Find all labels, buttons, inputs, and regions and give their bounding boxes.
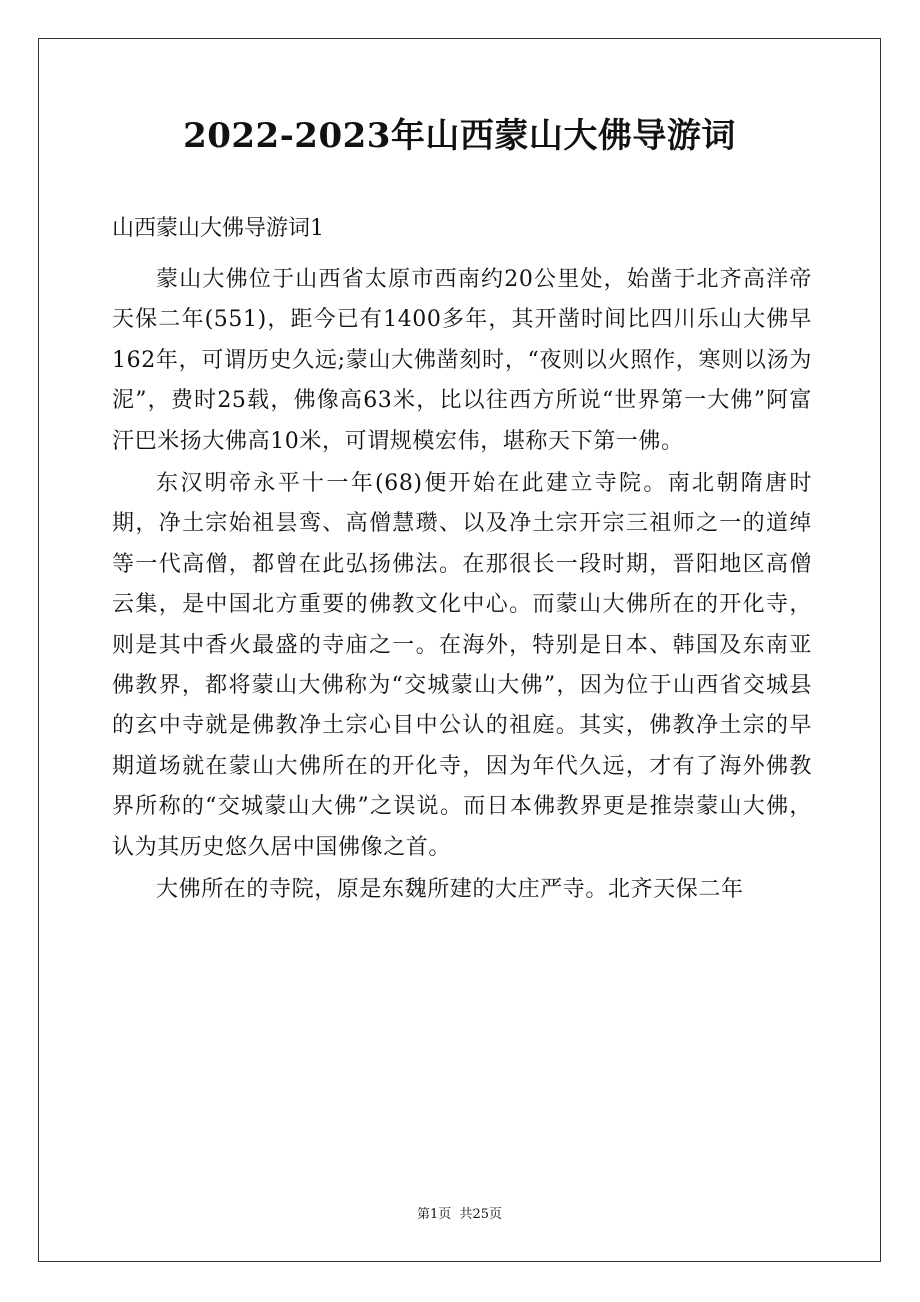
paragraph: 蒙山大佛位于山西省太原市西南约20公里处，始凿于北齐高洋帝天保二年(551)，距今已有1400多年，其开凿时间比四川乐山大佛早162年，可谓历史久远;蒙山大佛凿刻时，“夜则以火照作，寒则以汤为泥”，费时25载，佛像高63米，比以往西方所说“世界第一大佛”阿富汗巴米扬大佛高10米，可谓规模宏伟，堪称天下第一佛。	[112, 267, 812, 454]
paragraph: 大佛所在的寺院，原是东魏所建的大庄严寺。北齐天保二年	[156, 877, 744, 903]
page-footer	[38, 1206, 881, 1224]
page-total: 共25页	[459, 1207, 502, 1222]
document-body	[112, 260, 812, 913]
page-number: 第1页	[417, 1207, 452, 1222]
document-title: 2022-2023年山西蒙山大佛导游词	[183, 116, 736, 156]
paragraph: 东汉明帝永平十一年(68)便开始在此建立寺院。南北朝隋唐时期，净土宗始祖昙鸾、高僧慧瓒、以及净土宗开宗三祖师之一的道绰等一代高僧，都曾在此弘扬佛法。在那很长一段时期，晋阳地区高僧云集，是中国北方重要的佛教文化中心。而蒙山大佛所在的开化寺，则是其中香火最盛的寺庙之一。在海外，特别是日本、韩国及东南亚佛教界，都将蒙山大佛称为“交城蒙山大佛”，因为位于山西省交城县的玄中寺就是佛教净土宗心目中公认的祖庭。其实，佛教净土宗的早期道场就在蒙山大佛所在的开化寺，因为年代久远，才有了海外佛教界所称的“交城蒙山大佛”之误说。而日本佛教界更是推崇蒙山大佛，认为其历史悠久居中国佛像之首。	[112, 471, 812, 860]
section-heading: 山西蒙山大佛导游词1	[112, 216, 324, 241]
